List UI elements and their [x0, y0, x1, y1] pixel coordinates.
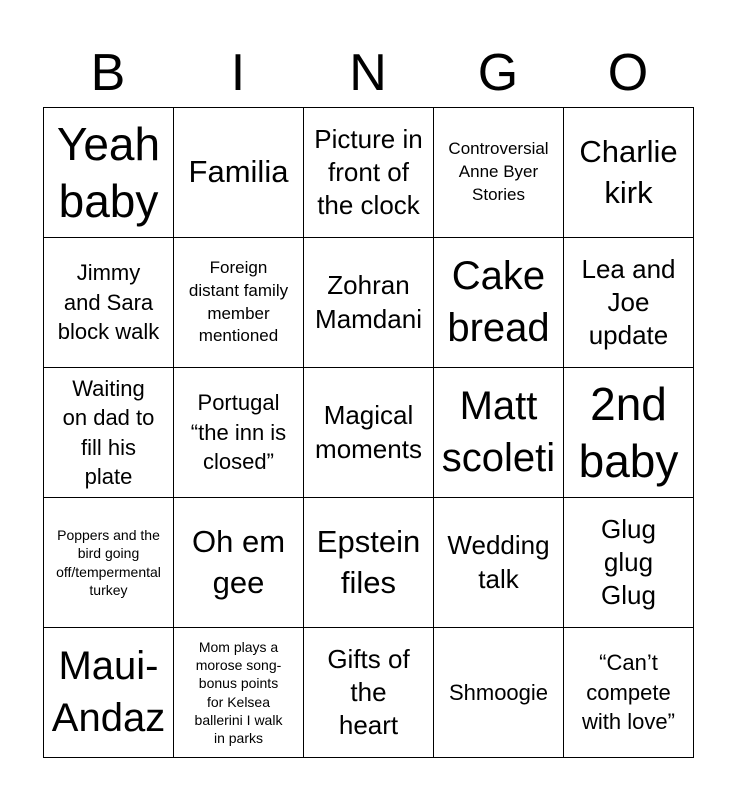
- bingo-cell-r3-c2[interactable]: [174, 368, 304, 498]
- bingo-cell-r4-c5[interactable]: [564, 498, 694, 628]
- bingo-cell-r5-c4[interactable]: [434, 628, 564, 758]
- cell-label: Magical moments: [315, 400, 422, 464]
- bingo-cell-r5-c2[interactable]: [174, 628, 304, 758]
- cell-label: Charlie kirk: [579, 133, 678, 210]
- bingo-cell-r3-c3[interactable]: [304, 368, 434, 498]
- bingo-cell-r2-c5[interactable]: [564, 238, 694, 368]
- cell-label: Controversial Anne Byer Stories: [448, 139, 549, 204]
- cell-label: Glug glug Glug: [601, 513, 656, 611]
- cell-label: Jimmy and Sara block walk: [57, 260, 160, 345]
- bingo-cell-r5-c1[interactable]: [44, 628, 174, 758]
- bingo-cell-r5-c3[interactable]: [304, 628, 434, 758]
- cell-label: Yeah baby: [56, 118, 161, 227]
- cell-label: Familia: [188, 154, 289, 190]
- bingo-cell-r1-c3[interactable]: [304, 108, 434, 238]
- bingo-cell-r2-c1[interactable]: [44, 238, 174, 368]
- bingo-cell-r5-c5[interactable]: [564, 628, 694, 758]
- cell-label: Poppers and the bird going off/tempermental turkey: [56, 527, 161, 598]
- bingo-cell-r2-c2[interactable]: [174, 238, 304, 368]
- bingo-board: [43, 107, 694, 758]
- cell-label: Mom plays a morose song- bonus points for Kelsea ballerini I walk in parks: [194, 638, 283, 746]
- header-letter-n: N: [349, 44, 387, 102]
- bingo-cell-r2-c3[interactable]: [304, 238, 434, 368]
- cell-label: Shmoogie: [448, 679, 549, 705]
- bingo-cell-r4-c4[interactable]: [434, 498, 564, 628]
- cell-label: Epstein files: [316, 523, 421, 600]
- cell-label: Oh em gee: [191, 523, 286, 600]
- bingo-cell-r4-c3[interactable]: [304, 498, 434, 628]
- bingo-cell-r1-c2[interactable]: [174, 108, 304, 238]
- cell-label: Gifts of the heart: [327, 643, 410, 741]
- bingo-cell-r4-c1[interactable]: [44, 498, 174, 628]
- cell-label: Picture in front of the clock: [314, 123, 423, 221]
- bingo-cell-r4-c2[interactable]: [174, 498, 304, 628]
- header-letter-i: I: [230, 44, 246, 102]
- cell-label: Maui- Andaz: [51, 644, 166, 740]
- bingo-header: [43, 40, 693, 106]
- bingo-cell-r1-c5[interactable]: [564, 108, 694, 238]
- bingo-cell-r3-c1[interactable]: [44, 368, 174, 498]
- cell-label: Portugal “the inn is closed”: [190, 390, 287, 475]
- header-letter-o: O: [607, 44, 649, 102]
- bingo-cell-r2-c4[interactable]: [434, 238, 564, 368]
- header-letter-b: B: [90, 44, 126, 102]
- cell-label: Cake bread: [447, 254, 550, 350]
- bingo-cell-r1-c1[interactable]: [44, 108, 174, 238]
- cell-label: Zohran Mamdani: [315, 270, 422, 334]
- cell-label: Foreign distant family member mentioned: [188, 257, 289, 346]
- cell-label: Waiting on dad to fill his plate: [62, 375, 155, 489]
- cell-label: Wedding talk: [447, 530, 550, 594]
- cell-label: 2nd baby: [578, 378, 679, 487]
- cell-label: Matt scoleti: [441, 384, 556, 480]
- bingo-cell-r3-c5[interactable]: [564, 368, 694, 498]
- bingo-cell-r3-c4[interactable]: [434, 368, 564, 498]
- bingo-cell-r1-c4[interactable]: [434, 108, 564, 238]
- cell-label: Lea and Joe update: [581, 253, 676, 351]
- cell-label: “Can’t compete with love”: [582, 650, 675, 735]
- header-letter-g: G: [477, 44, 519, 102]
